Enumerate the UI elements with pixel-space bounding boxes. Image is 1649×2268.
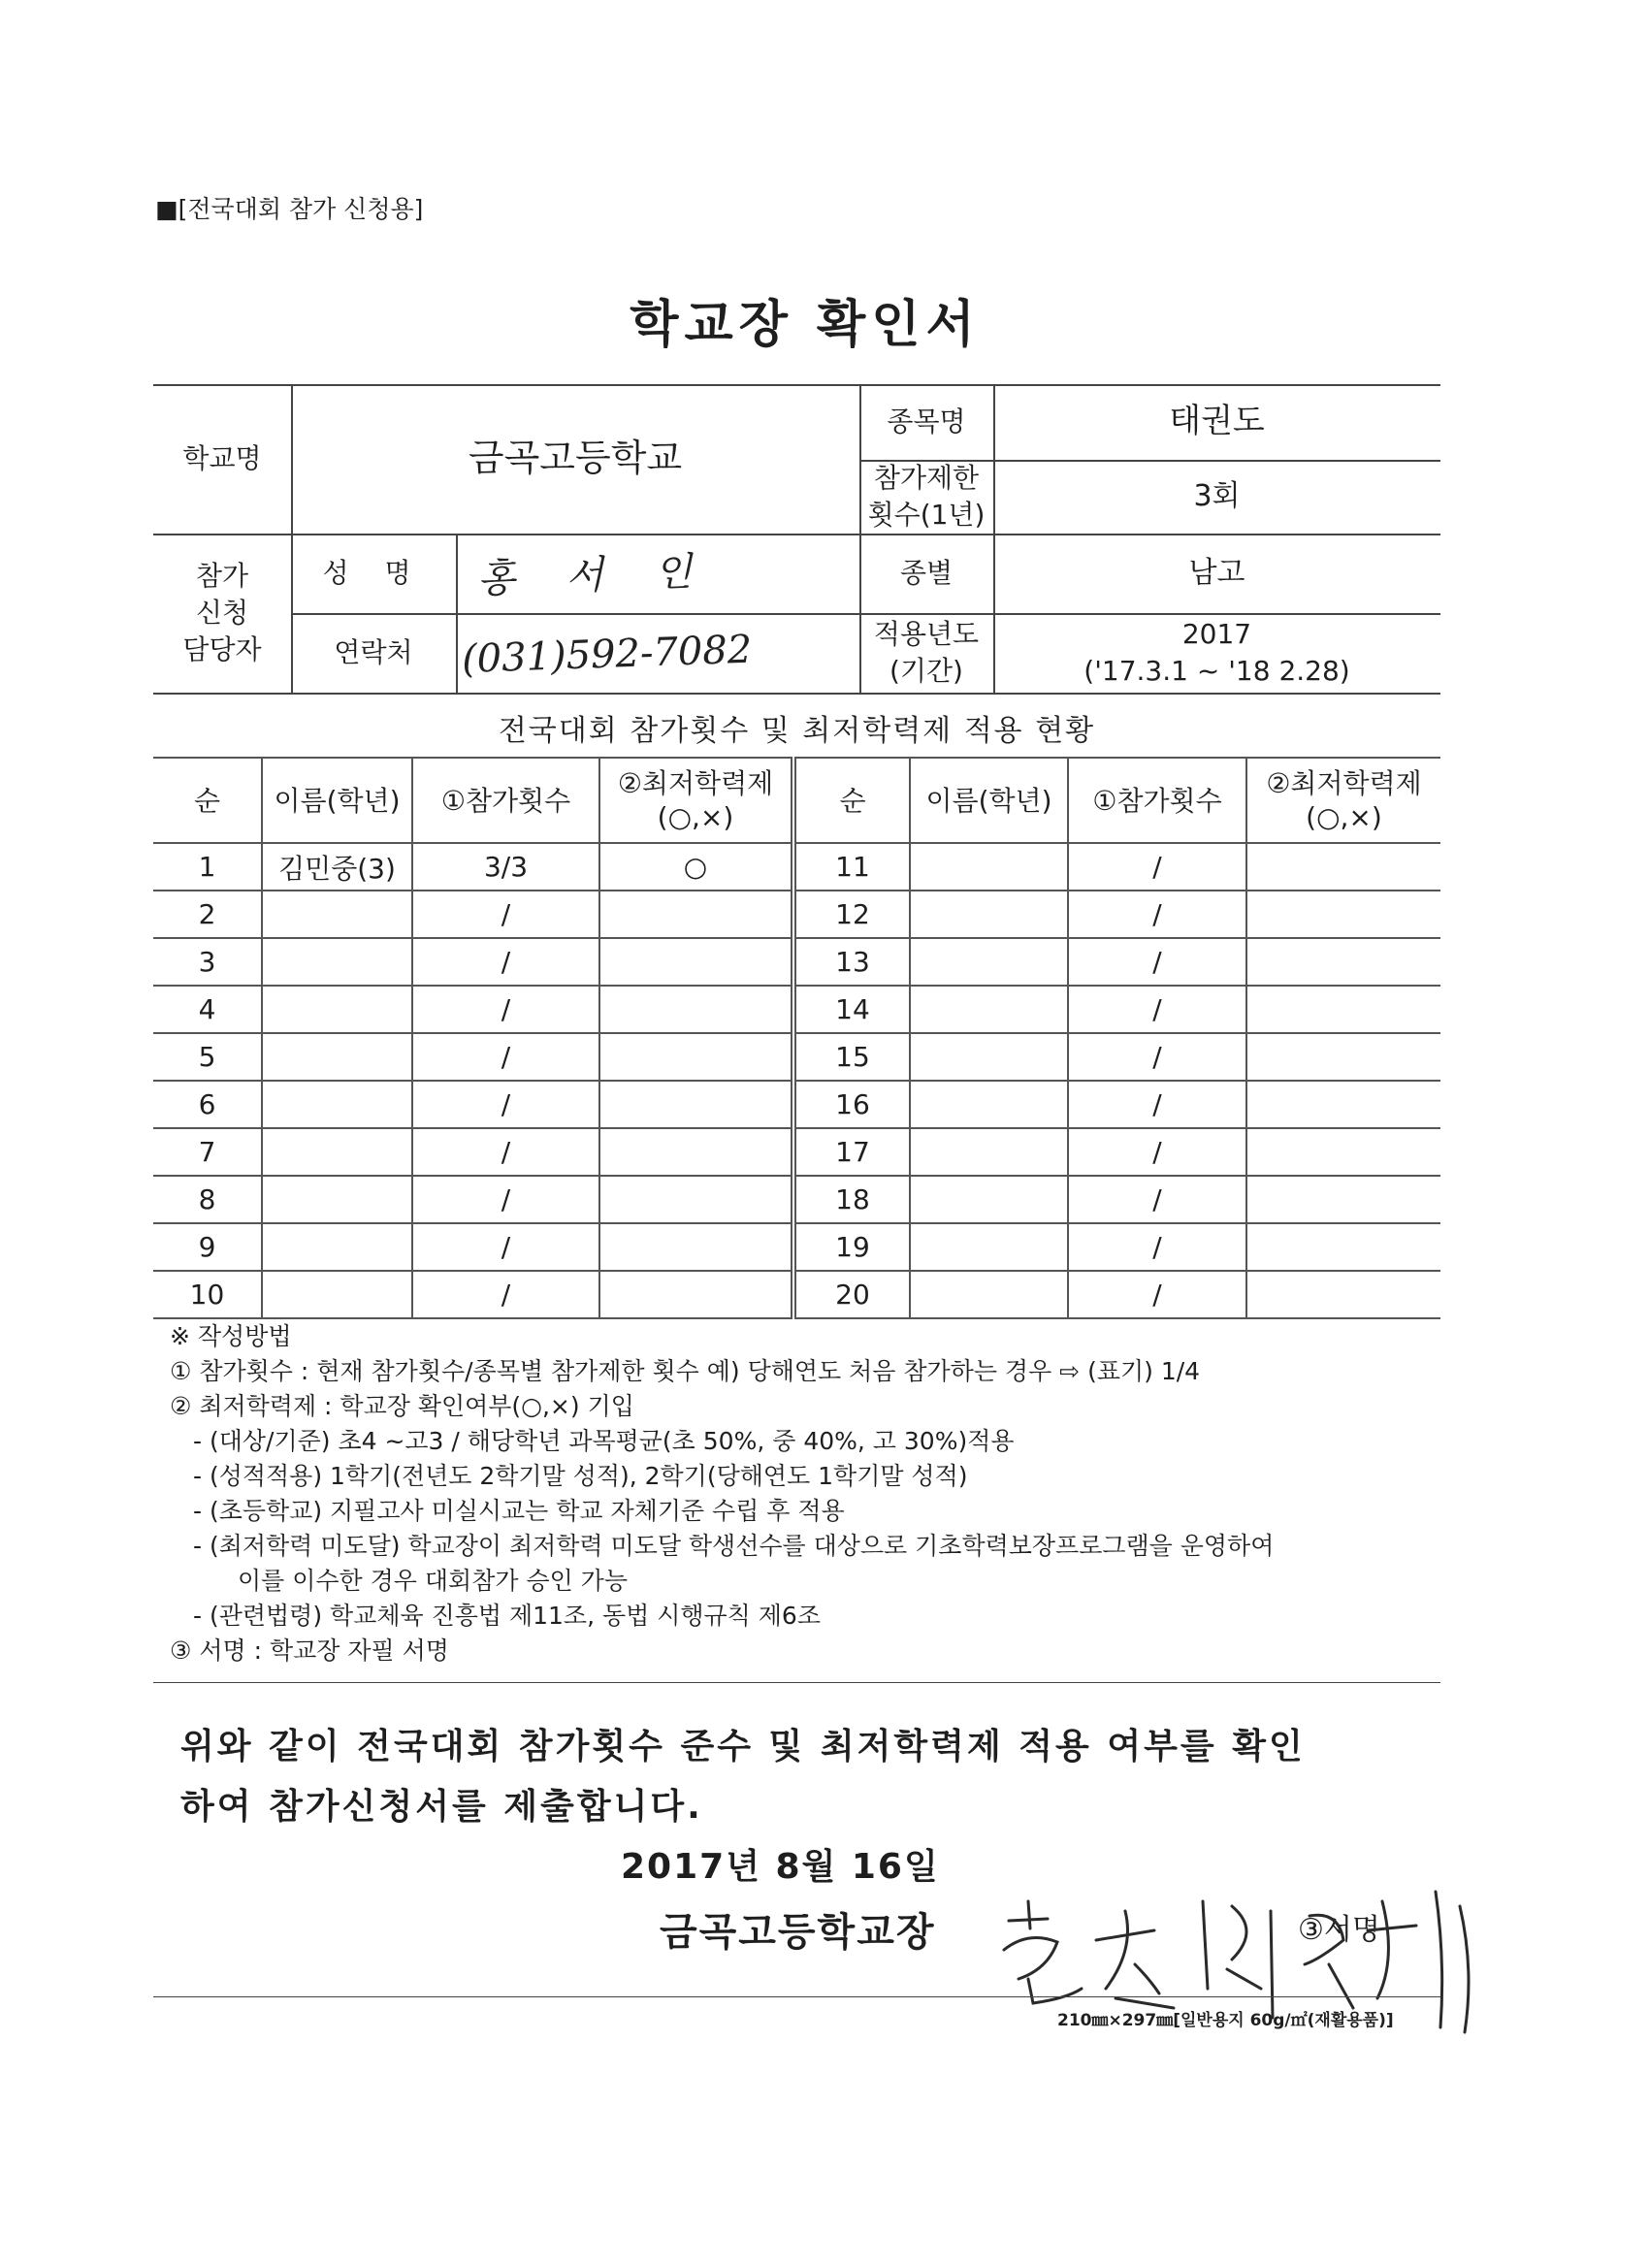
- table-row: [153, 1176, 1440, 1223]
- category-value: 남고: [1188, 555, 1245, 590]
- cell-order: 3: [153, 938, 262, 986]
- apply-year-label: 적용년도 (기간): [873, 618, 980, 687]
- cell-participation-count: /: [1068, 891, 1246, 938]
- cell-order: 1: [153, 843, 262, 891]
- cell-participation-count: /: [412, 986, 599, 1033]
- instruction-subitem: - (관련법령) 학교체육 진흥법 제11조, 동법 시행규칙 제6조: [193, 1602, 821, 1630]
- cell-min-academic: [599, 938, 793, 986]
- cell-participation-count: /: [412, 1033, 599, 1081]
- cell-min-academic: [599, 1223, 793, 1271]
- col-header-name: 이름(학년): [910, 758, 1068, 843]
- instruction-subitem: - (대상/기준) 초4 ~고3 / 해당학년 과목평균(초 50%, 중 40%, 고 30%)적용: [193, 1427, 1015, 1455]
- cell-student-name: [910, 1176, 1068, 1223]
- cell-participation-count: /: [1068, 1128, 1246, 1176]
- cell-min-academic: [1246, 1271, 1440, 1318]
- instruction-subitem: - (최저학력 미도달) 학교장이 최저학력 미도달 학생선수를 대상으로 기초학력보장프로그램을 운영하여: [193, 1532, 1275, 1560]
- declaration-line: 하여 참가신청서를 제출합니다.: [180, 1787, 703, 1827]
- cell-order: 9: [153, 1223, 262, 1271]
- col-header-min-academic: ②최저학력제 (○,×): [599, 758, 793, 843]
- table-row: [153, 1271, 1440, 1318]
- cell-participation-count: /: [1068, 1081, 1246, 1128]
- cell-student-name: [262, 938, 412, 986]
- participation-limit-value: 3회: [1193, 478, 1241, 513]
- instruction-subitem: - (초등학교) 지필고사 미실시교는 학교 자체기준 수립 후 적용: [193, 1497, 845, 1525]
- cell-min-academic: [1246, 1176, 1440, 1223]
- cell-order: 20: [793, 1271, 910, 1318]
- instruction-item: ① 참가횟수 : 현재 참가횟수/종목별 참가제한 횟수 예) 당해연도 처음 참가하는 경우 ⇨ (표기) 1/4: [170, 1357, 1201, 1385]
- cell-participation-count: /: [1068, 1271, 1246, 1318]
- cell-min-academic: [599, 1128, 793, 1176]
- contact-name-handwritten: 홍 서 인: [476, 549, 713, 602]
- col-header-name: 이름(학년): [262, 758, 412, 843]
- table-row: [153, 1081, 1440, 1128]
- cell-order: 12: [793, 891, 910, 938]
- cell-participation-count: /: [412, 1128, 599, 1176]
- cell-order: 17: [793, 1128, 910, 1176]
- cell-order: 16: [793, 1081, 910, 1128]
- instructions: [170, 1319, 1274, 1669]
- apply-year: 2017: [1181, 618, 1252, 651]
- cell-student-name: [262, 1223, 412, 1271]
- cell-min-academic: [1246, 1033, 1440, 1081]
- col-header-order: 순: [793, 758, 910, 843]
- form-tag: ■[전국대회 참가 신청용]: [155, 195, 424, 223]
- cell-student-name: [910, 1128, 1068, 1176]
- cell-participation-count: /: [1068, 843, 1246, 891]
- section-title: 전국대회 참가횟수 및 최저학력제 적용 현황: [498, 714, 1096, 748]
- cell-min-academic: [1246, 843, 1440, 891]
- table-row: [153, 843, 1440, 891]
- cell-student-name: [262, 1033, 412, 1081]
- cell-min-academic: [1246, 1128, 1440, 1176]
- instruction-subitem: - (성적적용) 1학기(전년도 2학기말 성적), 2학기(당해연도 1학기말 성적): [193, 1462, 968, 1490]
- table-header-row: [153, 758, 1440, 843]
- table-row: [153, 1033, 1440, 1081]
- cell-order: 8: [153, 1176, 262, 1223]
- table-row: [153, 1128, 1440, 1176]
- cell-order: 2: [153, 891, 262, 938]
- cell-order: 15: [793, 1033, 910, 1081]
- cell-order: 14: [793, 986, 910, 1033]
- apply-period: ('17.3.1 ~ '18 2.28): [1083, 655, 1350, 687]
- cell-student-name: [262, 891, 412, 938]
- cell-order: 19: [793, 1223, 910, 1271]
- cell-order: 5: [153, 1033, 262, 1081]
- cell-order: 6: [153, 1081, 262, 1128]
- cell-min-academic: [1246, 938, 1440, 986]
- phone-handwritten: (031)592-7082: [461, 627, 753, 683]
- declaration-line: 위와 같이 전국대회 참가횟수 준수 및 최저학력제 적용 여부를 확인: [180, 1727, 1306, 1766]
- cell-student-name: 김민중(3): [262, 843, 412, 891]
- instruction-item: ③ 서명 : 학교장 자필 서명: [170, 1636, 449, 1665]
- cell-min-academic: ○: [599, 843, 793, 891]
- cell-min-academic: [1246, 1081, 1440, 1128]
- cell-participation-count: /: [412, 1081, 599, 1128]
- table-row: [153, 891, 1440, 938]
- cell-student-name: [910, 891, 1068, 938]
- cell-participation-count: /: [412, 1176, 599, 1223]
- cell-participation-count: /: [412, 1271, 599, 1318]
- cell-min-academic: [599, 891, 793, 938]
- table-row: [153, 986, 1440, 1033]
- participation-table: [153, 757, 1440, 1319]
- cell-min-academic: [599, 986, 793, 1033]
- col-header-order: 순: [153, 758, 262, 843]
- col-header-count: ①참가횟수: [412, 758, 599, 843]
- cell-participation-count: /: [1068, 1223, 1246, 1271]
- cell-order: 11: [793, 843, 910, 891]
- phone-label: 연락처: [334, 636, 413, 669]
- table-row: [153, 1223, 1440, 1271]
- cell-min-academic: [1246, 986, 1440, 1033]
- cell-student-name: [262, 986, 412, 1033]
- cell-participation-count: /: [412, 891, 599, 938]
- table-row: [153, 938, 1440, 986]
- cell-participation-count: /: [1068, 1033, 1246, 1081]
- instruction-item: ② 최저학력제 : 학교장 확인여부(○,×) 기입: [170, 1392, 634, 1420]
- sport-value: 태권도: [1169, 402, 1265, 441]
- cell-student-name: [262, 1271, 412, 1318]
- cell-student-name: [910, 843, 1068, 891]
- cell-participation-count: 3/3: [412, 843, 599, 891]
- cell-order: 13: [793, 938, 910, 986]
- signature-label: ③서명: [1298, 1913, 1380, 1947]
- paper-spec: 210㎜×297㎜[일반용지 60g/㎡(재활용품)]: [1057, 2011, 1394, 2030]
- cell-min-academic: [1246, 1223, 1440, 1271]
- cell-min-academic: [599, 1176, 793, 1223]
- cell-participation-count: /: [1068, 1176, 1246, 1223]
- cell-order: 4: [153, 986, 262, 1033]
- cell-student-name: [910, 1081, 1068, 1128]
- cell-student-name: [910, 1271, 1068, 1318]
- cell-min-academic: [599, 1033, 793, 1081]
- cell-order: 18: [793, 1176, 910, 1223]
- col-header-min-academic: ②최저학력제 (○,×): [1246, 758, 1440, 843]
- cell-student-name: [262, 1128, 412, 1176]
- school-name-label: 학교명: [182, 442, 262, 475]
- cell-student-name: [910, 1223, 1068, 1271]
- contact-name-label: 성 명: [322, 557, 425, 590]
- submission-date: 2017년 8월 16일: [621, 1847, 940, 1887]
- instruction-subitem-continued: 이를 이수한 경우 대회참가 승인 가능: [238, 1567, 628, 1595]
- cell-student-name: [910, 938, 1068, 986]
- declaration: [180, 1717, 1306, 1837]
- cell-order: 10: [153, 1271, 262, 1318]
- cell-min-academic: [599, 1081, 793, 1128]
- school-name-value: 금곡고등학교: [468, 437, 683, 480]
- participation-limit-label: 참가제한 횟수(1년): [867, 462, 986, 531]
- cell-student-name: [262, 1081, 412, 1128]
- cell-participation-count: /: [1068, 938, 1246, 986]
- divider: [153, 1996, 1440, 1997]
- document-title: 학교장 확인서: [630, 296, 981, 354]
- cell-student-name: [262, 1176, 412, 1223]
- instructions-heading: ※ 작성방법: [170, 1322, 292, 1350]
- cell-participation-count: /: [412, 1223, 599, 1271]
- cell-order: 7: [153, 1128, 262, 1176]
- principal-title: 금곡고등학교장: [660, 1910, 936, 1955]
- sport-label: 종목명: [887, 405, 966, 438]
- category-label: 종별: [899, 557, 954, 590]
- cell-student-name: [910, 1033, 1068, 1081]
- cell-min-academic: [1246, 891, 1440, 938]
- cell-participation-count: /: [412, 938, 599, 986]
- cell-student-name: [910, 986, 1068, 1033]
- cell-min-academic: [599, 1271, 793, 1318]
- cell-participation-count: /: [1068, 986, 1246, 1033]
- col-header-count: ①참가횟수: [1068, 758, 1246, 843]
- divider: [153, 1682, 1440, 1683]
- contact-person-group-label: 참가 신청 담당자: [182, 560, 262, 665]
- apply-year-value: [993, 613, 1440, 693]
